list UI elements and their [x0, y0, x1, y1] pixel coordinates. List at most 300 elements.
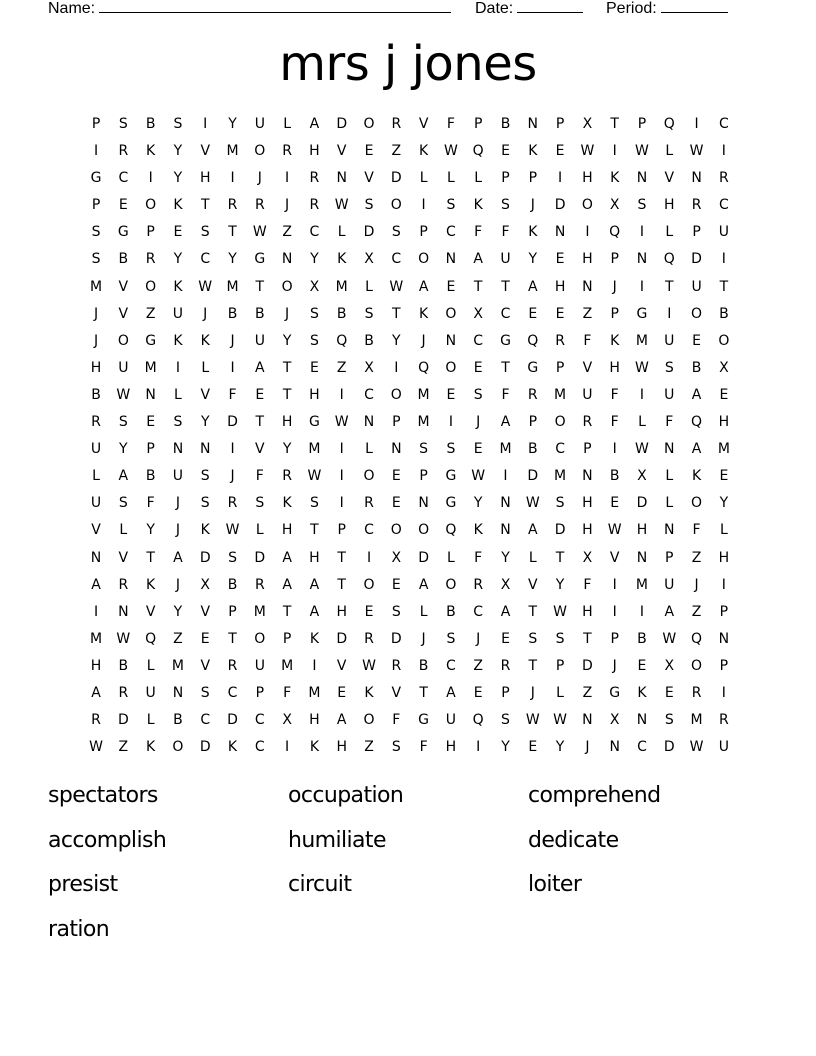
grid-cell[interactable]: U	[445, 712, 457, 729]
grid-cell[interactable]: A	[418, 576, 429, 593]
grid-cell[interactable]: R	[282, 468, 292, 485]
grid-cell[interactable]: Q	[663, 251, 675, 268]
grid-cell[interactable]: R	[118, 143, 129, 160]
grid-cell[interactable]: E	[391, 495, 401, 512]
grid-cell[interactable]: H	[336, 603, 347, 620]
grid-cell[interactable]: S	[419, 441, 429, 458]
grid-cell[interactable]: L	[201, 359, 210, 376]
grid-cell[interactable]: A	[691, 441, 702, 458]
grid-cell[interactable]: V	[200, 603, 211, 620]
grid-cell[interactable]: U	[254, 116, 265, 132]
grid-cell[interactable]: M	[226, 278, 239, 295]
grid-cell[interactable]: H	[582, 251, 593, 268]
grid-cell[interactable]: D	[636, 495, 648, 512]
grid-cell[interactable]: Y	[555, 739, 565, 756]
period-field[interactable]	[606, 0, 728, 20]
grid-cell[interactable]: W	[553, 603, 567, 620]
grid-cell[interactable]: S	[391, 224, 401, 241]
grid-cell[interactable]: L	[665, 468, 674, 485]
grid-cell[interactable]: C	[118, 170, 129, 187]
grid-cell[interactable]: H	[90, 657, 102, 674]
grid-cell[interactable]: W	[553, 712, 567, 729]
grid-cell[interactable]: F	[419, 739, 428, 756]
grid-cell[interactable]: F	[228, 386, 237, 403]
grid-cell[interactable]: I	[175, 359, 180, 376]
grid-cell[interactable]: Z	[691, 603, 702, 620]
grid-cell[interactable]: W	[689, 143, 704, 160]
name-field[interactable]	[48, 0, 451, 20]
grid-cell[interactable]: M	[89, 278, 103, 295]
name-blank-line[interactable]	[99, 0, 451, 13]
grid-cell[interactable]: I	[667, 305, 672, 322]
grid-cell[interactable]: X	[582, 116, 593, 132]
grid-cell[interactable]: N	[636, 549, 648, 566]
grid-cell[interactable]: R	[364, 495, 374, 512]
grid-cell[interactable]: R	[582, 414, 593, 431]
grid-cell[interactable]: J	[285, 305, 290, 322]
grid-cell[interactable]: T	[282, 359, 292, 376]
grid-cell[interactable]: E	[146, 414, 156, 431]
grid-cell[interactable]: A	[418, 278, 429, 295]
grid-cell[interactable]: V	[200, 657, 211, 674]
grid-cell[interactable]: U	[691, 278, 702, 295]
grid-cell[interactable]: F	[610, 386, 619, 403]
grid-cell[interactable]: H	[309, 143, 320, 160]
grid-cell[interactable]: P	[146, 224, 155, 241]
grid-cell[interactable]: H	[582, 522, 593, 539]
grid-cell[interactable]: J	[230, 468, 235, 485]
grid-cell[interactable]: N	[527, 116, 539, 132]
grid-cell[interactable]: K	[173, 197, 183, 214]
grid-cell[interactable]: U	[254, 332, 265, 349]
grid-cell[interactable]: T	[501, 359, 510, 376]
grid-cell[interactable]: V	[91, 522, 101, 539]
grid-cell[interactable]: U	[664, 386, 675, 403]
grid-cell[interactable]: E	[391, 468, 401, 485]
grid-cell[interactable]: Q	[472, 143, 484, 160]
grid-cell[interactable]: P	[419, 224, 428, 241]
grid-cell[interactable]: R	[719, 170, 729, 187]
grid-cell[interactable]: K	[610, 332, 620, 349]
grid-cell[interactable]: M	[308, 684, 321, 701]
grid-cell[interactable]: A	[118, 468, 129, 485]
grid-cell[interactable]: H	[309, 712, 320, 729]
grid-cell[interactable]: E	[473, 684, 483, 701]
grid-cell[interactable]: E	[446, 278, 456, 295]
grid-cell[interactable]: T	[528, 657, 538, 674]
grid-cell[interactable]: Z	[118, 739, 129, 756]
grid-cell[interactable]: Q	[609, 224, 621, 241]
grid-cell[interactable]: D	[199, 549, 211, 566]
grid-cell[interactable]: N	[718, 630, 730, 647]
grid-cell[interactable]: I	[421, 197, 426, 214]
grid-cell[interactable]: A	[528, 522, 538, 539]
grid-cell[interactable]: L	[337, 224, 346, 241]
grid-cell[interactable]: D	[336, 116, 348, 132]
grid-cell[interactable]: I	[721, 251, 726, 268]
grid-cell[interactable]: W	[362, 657, 376, 674]
grid-cell[interactable]: N	[664, 522, 675, 539]
grid-cell[interactable]: O	[390, 522, 402, 539]
grid-cell[interactable]: S	[309, 305, 319, 322]
grid-cell[interactable]: R	[227, 197, 238, 214]
grid-cell[interactable]: E	[664, 684, 674, 701]
grid-cell[interactable]: I	[639, 386, 645, 403]
grid-cell[interactable]: I	[339, 495, 344, 512]
grid-cell[interactable]: M	[717, 441, 730, 458]
grid-cell[interactable]: H	[445, 739, 457, 756]
grid-cell[interactable]: U	[582, 386, 593, 403]
grid-cell[interactable]: M	[554, 386, 567, 403]
grid-cell[interactable]: K	[173, 332, 183, 349]
grid-cell[interactable]: T	[282, 386, 292, 403]
grid-cell[interactable]: M	[281, 657, 294, 674]
grid-cell[interactable]: V	[118, 278, 129, 295]
grid-cell[interactable]: M	[144, 359, 157, 376]
grid-cell[interactable]: P	[610, 630, 619, 647]
grid-cell[interactable]: D	[554, 522, 566, 539]
grid-cell[interactable]: G	[445, 495, 457, 512]
grid-cell[interactable]: I	[639, 224, 645, 241]
grid-cell[interactable]: J	[285, 197, 290, 214]
grid-cell[interactable]: H	[309, 386, 320, 403]
grid-cell[interactable]: G	[117, 224, 129, 241]
grid-cell[interactable]: S	[364, 197, 374, 214]
grid-cell[interactable]: Y	[228, 251, 237, 268]
grid-cell[interactable]: T	[719, 278, 729, 295]
grid-cell[interactable]: R	[527, 386, 538, 403]
grid-cell[interactable]: S	[391, 603, 401, 620]
grid-cell[interactable]: N	[172, 684, 184, 701]
grid-cell[interactable]: Q	[527, 332, 539, 349]
grid-cell[interactable]: I	[558, 170, 563, 187]
grid-cell[interactable]: R	[391, 116, 402, 132]
grid-cell[interactable]: E	[719, 386, 729, 403]
grid-cell[interactable]: R	[364, 630, 374, 647]
grid-cell[interactable]: Q	[336, 332, 348, 349]
grid-cell[interactable]: P	[610, 305, 619, 322]
grid-cell[interactable]: S	[118, 116, 128, 132]
grid-cell[interactable]: P	[555, 359, 565, 376]
grid-cell[interactable]: U	[254, 657, 265, 674]
grid-cell[interactable]: I	[148, 170, 153, 187]
grid-cell[interactable]: P	[583, 441, 592, 458]
grid-cell[interactable]: C	[718, 197, 729, 214]
grid-cell[interactable]: E	[555, 251, 565, 268]
grid-cell[interactable]: I	[366, 549, 372, 566]
grid-cell[interactable]: Z	[691, 549, 702, 566]
grid-cell[interactable]: M	[171, 657, 184, 674]
grid-cell[interactable]: Y	[282, 441, 292, 458]
grid-cell[interactable]: L	[665, 224, 674, 241]
grid-cell[interactable]: A	[282, 549, 292, 566]
grid-cell[interactable]: S	[555, 630, 565, 647]
grid-cell[interactable]: D	[527, 468, 539, 485]
grid-cell[interactable]: I	[394, 359, 399, 376]
grid-cell[interactable]: M	[417, 386, 430, 403]
grid-cell[interactable]: I	[448, 414, 453, 431]
grid-cell[interactable]: E	[446, 386, 456, 403]
grid-cell[interactable]: D	[663, 739, 675, 756]
grid-cell[interactable]: E	[555, 305, 565, 322]
grid-cell[interactable]: K	[473, 197, 483, 214]
grid-cell[interactable]: P	[392, 414, 401, 431]
grid-cell[interactable]: A	[309, 576, 320, 593]
grid-cell[interactable]: S	[501, 712, 510, 729]
grid-cell[interactable]: A	[173, 549, 183, 566]
grid-cell[interactable]: I	[585, 224, 590, 241]
grid-cell[interactable]: O	[390, 197, 402, 214]
grid-cell[interactable]: M	[308, 441, 321, 458]
grid-cell[interactable]: U	[118, 359, 129, 376]
grid-cell[interactable]: S	[446, 630, 456, 647]
grid-cell[interactable]: R	[555, 332, 565, 349]
grid-cell[interactable]: W	[471, 468, 486, 485]
grid-cell[interactable]: N	[500, 495, 511, 512]
grid-cell[interactable]: U	[718, 224, 729, 241]
grid-cell[interactable]: D	[117, 712, 129, 729]
grid-cell[interactable]: C	[446, 657, 456, 674]
grid-cell[interactable]: U	[172, 468, 184, 485]
grid-cell[interactable]: L	[92, 468, 100, 485]
grid-cell[interactable]: W	[525, 495, 540, 512]
grid-cell[interactable]: X	[637, 468, 647, 485]
grid-cell[interactable]: T	[473, 278, 483, 295]
grid-cell[interactable]: Z	[391, 143, 402, 160]
grid-cell[interactable]: D	[390, 630, 402, 647]
grid-cell[interactable]: Z	[173, 630, 183, 647]
grid-cell[interactable]: T	[255, 278, 265, 295]
grid-cell[interactable]: P	[419, 468, 428, 485]
grid-cell[interactable]: A	[91, 684, 101, 701]
grid-cell[interactable]: V	[364, 170, 374, 187]
grid-cell[interactable]: I	[230, 441, 235, 458]
grid-cell[interactable]: N	[145, 386, 156, 403]
grid-cell[interactable]: S	[664, 359, 674, 376]
grid-cell[interactable]: K	[364, 684, 374, 701]
grid-cell[interactable]: H	[309, 549, 320, 566]
grid-cell[interactable]: S	[309, 495, 319, 512]
grid-cell[interactable]: K	[200, 522, 210, 539]
grid-cell[interactable]: C	[446, 224, 456, 241]
grid-cell[interactable]: T	[610, 116, 619, 132]
grid-cell[interactable]: Q	[472, 712, 484, 729]
grid-cell[interactable]: U	[90, 495, 102, 512]
grid-cell[interactable]: B	[227, 305, 238, 322]
grid-cell[interactable]: T	[337, 576, 346, 593]
grid-cell[interactable]: V	[200, 386, 211, 403]
grid-cell[interactable]: S	[118, 414, 128, 431]
grid-cell[interactable]: Z	[336, 359, 347, 376]
grid-cell[interactable]: R	[254, 576, 265, 593]
grid-cell[interactable]: K	[146, 143, 156, 160]
grid-cell[interactable]: X	[500, 576, 511, 593]
grid-cell[interactable]: L	[283, 116, 292, 132]
grid-cell[interactable]: T	[664, 278, 674, 295]
grid-cell[interactable]: R	[500, 657, 511, 674]
grid-cell[interactable]: H	[636, 522, 648, 539]
grid-cell[interactable]: B	[609, 468, 620, 485]
grid-cell[interactable]: Y	[528, 251, 538, 268]
grid-cell[interactable]: R	[473, 576, 484, 593]
grid-cell[interactable]: O	[363, 712, 375, 729]
grid-cell[interactable]: R	[254, 197, 265, 214]
grid-cell[interactable]: Y	[392, 332, 401, 349]
grid-cell[interactable]: S	[446, 441, 456, 458]
grid-cell[interactable]: U	[664, 576, 675, 593]
grid-cell[interactable]: V	[118, 305, 129, 322]
grid-cell[interactable]: I	[694, 116, 699, 132]
grid-cell[interactable]: O	[718, 332, 730, 349]
grid-cell[interactable]: C	[364, 386, 374, 403]
grid-cell[interactable]: F	[474, 549, 483, 566]
grid-cell[interactable]: T	[146, 549, 155, 566]
grid-cell[interactable]: R	[227, 495, 238, 512]
grid-cell[interactable]: A	[91, 576, 101, 593]
grid-cell[interactable]: T	[528, 603, 538, 620]
grid-cell[interactable]: N	[582, 712, 593, 729]
grid-cell[interactable]: V	[336, 657, 347, 674]
grid-cell[interactable]: B	[255, 305, 265, 322]
grid-cell[interactable]: F	[255, 468, 264, 485]
grid-cell[interactable]: H	[609, 359, 620, 376]
grid-cell[interactable]: B	[500, 116, 511, 132]
grid-cell[interactable]: S	[309, 332, 319, 349]
grid-cell[interactable]: I	[230, 170, 235, 187]
grid-cell[interactable]: O	[254, 630, 266, 647]
grid-cell[interactable]: K	[146, 739, 156, 756]
grid-cell[interactable]: G	[418, 712, 430, 729]
grid-cell[interactable]: G	[90, 170, 102, 187]
grid-cell[interactable]: T	[200, 197, 210, 214]
grid-cell[interactable]: A	[309, 603, 320, 620]
grid-cell[interactable]: W	[252, 224, 267, 241]
grid-cell[interactable]: U	[664, 332, 675, 349]
grid-cell[interactable]: K	[691, 468, 702, 485]
grid-cell[interactable]: F	[474, 224, 483, 241]
grid-cell[interactable]: N	[199, 441, 211, 458]
grid-cell[interactable]: K	[200, 332, 210, 349]
grid-cell[interactable]: H	[582, 495, 593, 512]
grid-cell[interactable]: O	[363, 468, 375, 485]
grid-cell[interactable]: A	[282, 576, 292, 593]
grid-cell[interactable]: I	[285, 170, 290, 187]
grid-cell[interactable]: L	[146, 657, 155, 674]
grid-cell[interactable]: P	[501, 684, 510, 701]
grid-cell[interactable]: Y	[473, 495, 483, 512]
grid-cell[interactable]: L	[365, 278, 373, 295]
grid-cell[interactable]: J	[694, 576, 699, 593]
grid-cell[interactable]: E	[719, 468, 729, 485]
grid-cell[interactable]: P	[555, 657, 565, 674]
grid-cell[interactable]: I	[721, 143, 726, 160]
grid-cell[interactable]: E	[391, 576, 401, 593]
grid-cell[interactable]: H	[718, 414, 730, 431]
grid-cell[interactable]: C	[227, 684, 238, 701]
grid-cell[interactable]: C	[718, 116, 729, 132]
grid-cell[interactable]: J	[476, 630, 481, 647]
grid-cell[interactable]: Q	[145, 630, 157, 647]
grid-cell[interactable]: O	[418, 522, 430, 539]
grid-cell[interactable]: O	[554, 414, 566, 431]
grid-cell[interactable]: B	[446, 603, 456, 620]
grid-cell[interactable]: N	[636, 170, 648, 187]
grid-cell[interactable]: M	[635, 332, 649, 349]
grid-cell[interactable]: C	[364, 522, 374, 539]
grid-cell[interactable]: M	[335, 278, 348, 295]
grid-cell[interactable]: S	[200, 684, 210, 701]
grid-cell[interactable]: X	[309, 278, 320, 295]
grid-cell[interactable]: L	[419, 603, 428, 620]
grid-cell[interactable]: J	[257, 170, 262, 187]
grid-cell[interactable]: G	[527, 359, 539, 376]
grid-cell[interactable]: L	[528, 549, 537, 566]
grid-cell[interactable]: D	[418, 549, 429, 566]
grid-cell[interactable]: W	[635, 143, 649, 160]
grid-cell[interactable]: Y	[555, 576, 565, 593]
grid-cell[interactable]: Y	[282, 332, 292, 349]
grid-cell[interactable]: K	[337, 251, 347, 268]
grid-cell[interactable]: W	[89, 739, 103, 756]
grid-cell[interactable]: I	[721, 684, 726, 701]
grid-cell[interactable]: F	[446, 116, 455, 132]
grid-cell[interactable]: D	[336, 630, 348, 647]
grid-cell[interactable]: W	[116, 630, 131, 647]
grid-cell[interactable]: V	[528, 576, 538, 593]
grid-cell[interactable]: V	[255, 441, 265, 458]
grid-cell[interactable]: J	[530, 197, 535, 214]
grid-cell[interactable]: P	[719, 603, 729, 620]
grid-cell[interactable]: X	[609, 712, 620, 729]
grid-cell[interactable]: I	[476, 739, 481, 756]
grid-cell[interactable]: J	[93, 305, 99, 322]
grid-cell[interactable]: K	[473, 522, 483, 539]
grid-cell[interactable]: W	[389, 278, 404, 295]
grid-cell[interactable]: M	[554, 468, 567, 485]
grid-cell[interactable]: H	[582, 170, 593, 187]
grid-cell[interactable]: L	[446, 170, 455, 187]
grid-cell[interactable]: A	[309, 116, 320, 132]
grid-cell[interactable]: E	[118, 197, 128, 214]
date-field[interactable]	[475, 0, 583, 20]
grid-cell[interactable]: T	[228, 630, 237, 647]
grid-cell[interactable]: K	[610, 170, 620, 187]
grid-cell[interactable]: D	[227, 712, 238, 729]
grid-cell[interactable]: T	[255, 414, 265, 431]
grid-cell[interactable]: M	[690, 712, 703, 729]
grid-cell[interactable]: O	[445, 576, 457, 593]
grid-cell[interactable]: P	[501, 170, 510, 187]
grid-cell[interactable]: W	[334, 414, 349, 431]
grid-cell[interactable]: T	[282, 603, 292, 620]
grid-cell[interactable]: R	[227, 657, 238, 674]
grid-cell[interactable]: D	[581, 657, 593, 674]
grid-cell[interactable]: P	[719, 657, 729, 674]
grid-cell[interactable]: E	[528, 739, 538, 756]
grid-cell[interactable]: L	[365, 441, 373, 458]
grid-cell[interactable]: Z	[473, 657, 483, 674]
grid-cell[interactable]: Z	[364, 739, 374, 756]
grid-cell[interactable]: H	[582, 603, 593, 620]
grid-cell[interactable]: E	[501, 630, 510, 647]
grid-cell[interactable]: P	[610, 251, 619, 268]
grid-cell[interactable]: B	[336, 305, 347, 322]
grid-cell[interactable]: I	[639, 603, 645, 620]
grid-cell[interactable]: O	[363, 576, 375, 593]
grid-cell[interactable]: X	[719, 359, 729, 376]
grid-cell[interactable]: S	[637, 197, 647, 214]
grid-cell[interactable]: U	[90, 441, 102, 458]
